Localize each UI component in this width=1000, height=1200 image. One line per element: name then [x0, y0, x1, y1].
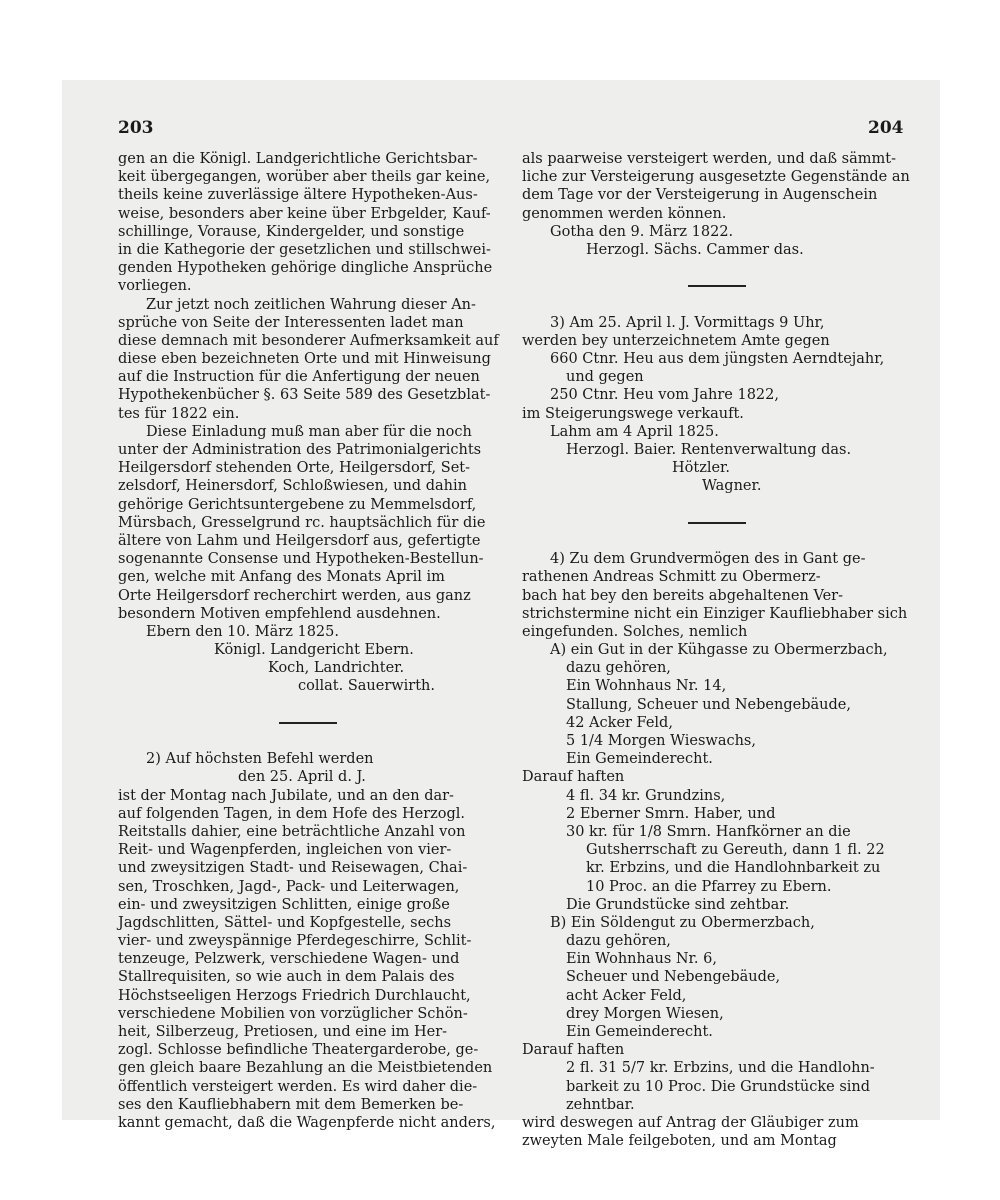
- right-text-line: zehntbar.: [566, 1096, 635, 1113]
- left-text-line: tes für 1822 ein.: [118, 405, 240, 422]
- left-text-line: gen gleich baare Bezahlung an die Meistbietenden: [118, 1060, 493, 1077]
- left-text-line: den 25. April d. J.: [238, 769, 366, 786]
- left-text-line: Hypothekenbücher §. 63 Seite 589 des Gesetzblat-: [118, 387, 491, 404]
- right-text-line: [522, 496, 912, 514]
- right-text-line: 4) Zu dem Grundvermögen des in Gant ge-: [550, 551, 866, 568]
- right-column: [522, 150, 912, 1150]
- left-text-line: Höchstseeligen Herzogs Friedrich Durchlaucht,: [118, 987, 471, 1004]
- right-text-line: als paarweise versteigert werden, und daß sämmt-: [522, 151, 896, 167]
- left-text-line: sen, Troschken, Jagd-, Pack- und Leiterwagen,: [118, 878, 460, 895]
- left-text-line: in die Kathegorie der gesetzlichen und stillschwei-: [118, 241, 491, 258]
- right-text-line: genommen werden können.: [522, 205, 727, 222]
- left-text-line: [118, 696, 498, 714]
- left-text-line: theils keine zuverlässige ältere Hypotheken-Aus-: [118, 187, 478, 204]
- right-text-line: 3) Am 25. April l. J. Vormittags 9 Uhr,: [550, 314, 825, 331]
- right-text-line: Wagner.: [702, 478, 762, 495]
- left-text-line: diese demnach mit besonderer Aufmerksamkeit auf: [118, 332, 499, 349]
- right-text-line: [522, 532, 912, 550]
- left-text-line: Reit- und Wagenpferden, ingleichen von vier-: [118, 842, 452, 859]
- right-text-line: rathenen Andreas Schmitt zu Obermerz-: [522, 569, 821, 586]
- left-text-line: collat. Sauerwirth.: [298, 678, 435, 695]
- right-separator: [522, 514, 912, 532]
- right-text-line: 30 kr. für 1/8 Smrn. Hanfkörner an die: [566, 823, 851, 840]
- left-text-line: unter der Administration des Patrimonialgerichts: [118, 442, 482, 458]
- right-text-line: drey Morgen Wiesen,: [566, 1005, 724, 1022]
- left-text-line: zelsdorf, Heinersdorf, Schloßwiesen, und dahin: [118, 478, 467, 495]
- left-text-line: auf folgenden Tagen, in dem Hofe des Herzogl.: [118, 805, 466, 822]
- left-text-line: [118, 732, 498, 750]
- left-text-line: Heilgersdorf stehenden Orte, Heilgersdorf, Set-: [118, 460, 471, 477]
- left-text-line: sogenannte Consense und Hypotheken-Bestellun-: [118, 551, 484, 568]
- left-text-line: ses den Kaufliebhabern mit dem Bemerken be-: [118, 1096, 464, 1113]
- right-text-line: Lahm am 4 April 1825.: [550, 423, 719, 440]
- right-text-line: Herzogl. Sächs. Cammer das.: [586, 241, 804, 258]
- right-text-line: Darauf haften: [522, 769, 625, 786]
- right-text-line: strichstermine nicht ein Einziger Kaufliebhaber sich: [522, 605, 908, 622]
- right-text-line: Ein Wohnhaus Nr. 6,: [566, 951, 717, 968]
- left-text-line: kannt gemacht, daß die Wagenpferde nicht anders,: [118, 1114, 496, 1131]
- left-text-line: verschiedene Mobilien von vorzüglicher Schön-: [118, 1005, 468, 1022]
- left-text-line: gen, welche mit Anfang des Monats April im: [118, 569, 445, 586]
- right-text-line: barkeit zu 10 Proc. Die Grundstücke sind: [566, 1078, 871, 1095]
- right-text-line: dem Tage vor der Versteigerung in Augenschein: [522, 187, 878, 204]
- left-text-line: Diese Einladung muß man aber für die noch: [146, 423, 472, 440]
- left-text-line: Reitstalls dahier, eine beträchtliche Anzahl von: [118, 823, 466, 840]
- left-text-line: Orte Heilgersdorf recherchirt werden, aus ganz: [118, 587, 471, 604]
- right-text-line: Gotha den 9. März 1822.: [550, 223, 734, 240]
- left-text-line: tenzeuge, Pelzwerk, verschiedene Wagen- und: [118, 951, 460, 968]
- right-text-line: Gutsherrschaft zu Gereuth, dann 1 fl. 22: [586, 842, 885, 859]
- left-text-line: ältere von Lahm und Heilgersdorf aus, gefertigte: [118, 532, 481, 549]
- right-text-line: und gegen: [566, 369, 644, 386]
- right-text-line: Stallung, Scheuer und Nebengebäude,: [566, 696, 851, 713]
- left-text-line: Mürsbach, Gresselgrund rc. hauptsächlich für die: [118, 514, 486, 531]
- right-text-line: 250 Ctnr. Heu vom Jahre 1822,: [550, 387, 779, 404]
- right-text-line: Ein Wohnhaus Nr. 14,: [566, 678, 727, 695]
- left-text-line: Stallrequisiten, so wie auch in dem Palais des: [118, 969, 455, 986]
- right-text-line: Hötzler.: [672, 460, 731, 477]
- left-text-line: Ebern den 10. März 1825.: [146, 623, 339, 640]
- right-text-line: 2 fl. 31 5/7 kr. Erbzins, und die Handlohn-: [566, 1060, 875, 1077]
- right-text-line: 4 fl. 34 kr. Grundzins,: [566, 787, 726, 804]
- left-text-line: ein- und zweysitzigen Schlitten, einige große: [118, 896, 450, 913]
- left-text-line: öffentlich versteigert werden. Es wird daher die-: [118, 1078, 478, 1095]
- left-text-line: weise, besonders aber keine über Erbgelder, Kauf-: [118, 205, 491, 222]
- left-text-line: genden Hypotheken gehörige dingliche Ansprüche: [118, 260, 493, 277]
- left-text-line: Zur jetzt noch zeitlichen Wahrung dieser An-: [146, 296, 476, 313]
- left-text-line: schillinge, Vorause, Kindergelder, und sonstige: [118, 223, 465, 240]
- right-text-line: Herzogl. Baier. Rentenverwaltung das.: [566, 442, 852, 458]
- right-text-line: bach hat bey den bereits abgehaltenen Ver-: [522, 587, 844, 604]
- right-text-line: werden bey unterzeichnetem Amte gegen: [522, 332, 830, 349]
- left-text-line: und zweysitzigen Stadt- und Reisewagen, Chai-: [118, 860, 468, 877]
- right-text-line: liche zur Versteigerung ausgesetzte Gegenstände an: [522, 169, 910, 186]
- right-text-line: B) Ein Söldengut zu Obermerzbach,: [550, 914, 815, 931]
- right-text-line: 5 1/4 Morgen Wieswachs,: [566, 733, 756, 749]
- right-text-line: zweyten Male feilgeboten, und am Montag: [522, 1133, 837, 1150]
- right-text-line: im Steigerungswege verkauft.: [522, 405, 744, 422]
- right-text-line: 2 Eberner Smrn. Haber, und: [566, 805, 776, 822]
- right-text-line: Ein Gemeinderecht.: [566, 1024, 713, 1040]
- left-text-line: auf die Instruction für die Anfertigung der neuen: [118, 369, 480, 386]
- left-text-line: vorliegen.: [118, 278, 192, 295]
- right-text-line: dazu gehören,: [566, 933, 671, 950]
- right-text-line: Ein Gemeinderecht.: [566, 751, 713, 768]
- right-text-line: 42 Acker Feld,: [566, 714, 673, 731]
- right-text-line: [522, 259, 912, 277]
- left-text-line: Jagdschlitten, Sättel- und Kopfgestelle, sechs: [118, 914, 452, 931]
- right-text-line: Darauf haften: [522, 1042, 625, 1059]
- right-text-line: 10 Proc. an die Pfarrey zu Ebern.: [586, 878, 832, 895]
- left-text-line: 2) Auf höchsten Befehl werden: [146, 751, 374, 768]
- right-text-line: [522, 296, 912, 314]
- left-text-line: Koch, Landrichter.: [268, 660, 405, 677]
- left-text-line: Königl. Landgericht Ebern.: [214, 642, 414, 659]
- right-text-line: wird deswegen auf Antrag der Gläubiger zum: [522, 1114, 859, 1131]
- right-text-line: acht Acker Feld,: [566, 987, 687, 1004]
- left-text-line: sprüche von Seite der Interessenten ladet man: [118, 314, 464, 331]
- right-text-line: Scheuer und Nebengebäude,: [566, 969, 781, 986]
- right-separator: [522, 277, 912, 295]
- right-text-line: A) ein Gut in der Kühgasse zu Obermerzbach,: [550, 642, 888, 659]
- left-text-line: zogl. Schlosse befindliche Theatergarderobe, ge-: [118, 1042, 479, 1059]
- left-text-line: vier- und zweyspännige Pferdegeschirre, Schlit-: [118, 933, 472, 950]
- left-column: [118, 150, 498, 1132]
- page-number-left: 203: [118, 118, 154, 138]
- left-text-line: ist der Montag nach Jubilate, und an den dar-: [118, 787, 454, 804]
- right-text-line: 660 Ctnr. Heu aus dem jüngsten Aerndtejahr,: [550, 351, 885, 368]
- left-text-line: gehörige Gerichtsuntergebene zu Memmelsdorf,: [118, 496, 477, 513]
- page-number-right: 204: [868, 118, 904, 138]
- left-text-line: besondern Motiven empfehlend ausdehnen.: [118, 605, 441, 622]
- left-text-line: heit, Silberzeug, Pretiosen, und eine im Her-: [118, 1024, 448, 1040]
- left-text-line: keit übergegangen, worüber aber theils gar keine,: [118, 169, 491, 186]
- right-text-line: kr. Erbzins, und die Handlohnbarkeit zu: [586, 860, 881, 877]
- left-text-line: diese eben bezeichneten Orte und mit Hinweisung: [118, 351, 491, 368]
- right-text-line: dazu gehören,: [566, 660, 671, 677]
- left-text-line: gen an die Königl. Landgerichtliche Gerichtsbar-: [118, 151, 478, 167]
- right-text-line: Die Grundstücke sind zehtbar.: [566, 896, 790, 913]
- right-text-line: eingefunden. Solches, nemlich: [522, 623, 748, 640]
- left-separator: [118, 714, 498, 732]
